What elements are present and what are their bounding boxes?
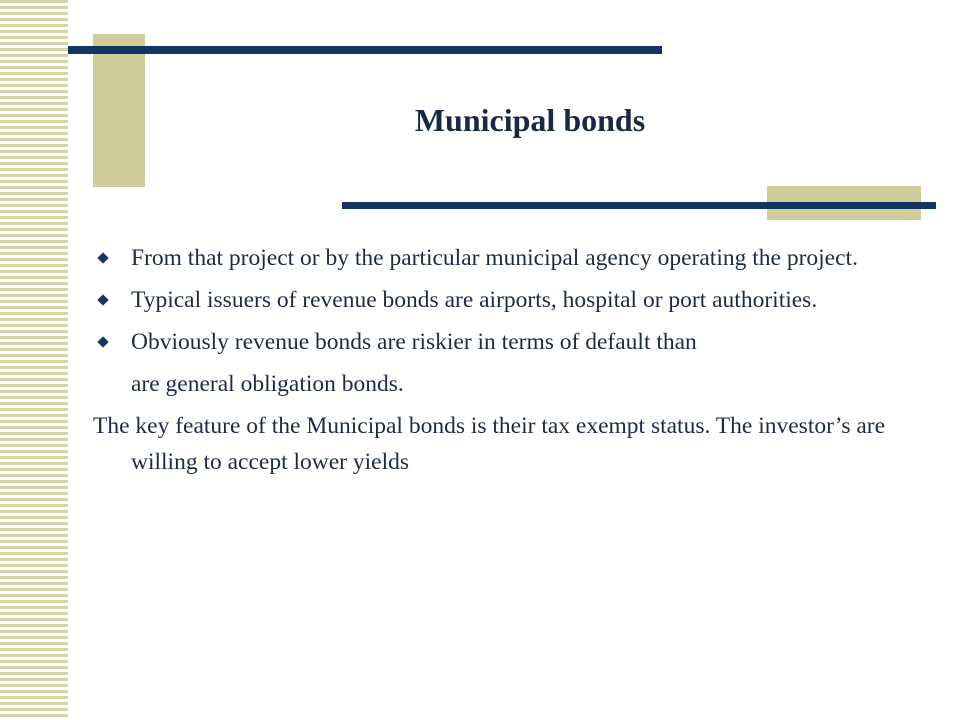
left-stripe-decoration bbox=[0, 0, 68, 720]
navy-bar-top bbox=[68, 46, 662, 54]
bullet-text: Obviously revenue bonds are riskier in terms of default than bbox=[131, 329, 697, 355]
bullet-text: From that project or by the particular municipal agency operating the project. bbox=[131, 245, 858, 271]
bullet-item bbox=[93, 240, 923, 276]
diamond-bullet-icon bbox=[97, 294, 108, 305]
slide-title: Municipal bonds bbox=[414, 102, 646, 138]
diamond-bullet-icon bbox=[97, 252, 108, 263]
slide-content bbox=[93, 240, 923, 480]
bullet-item bbox=[93, 282, 923, 318]
khaki-block-left bbox=[93, 34, 145, 187]
continuation-line: are general obligation bonds. bbox=[131, 371, 404, 397]
navy-bar-bottom bbox=[342, 202, 936, 209]
diamond-bullet-icon bbox=[97, 336, 108, 347]
body-paragraph: The key feature of the Municipal bonds is their tax exempt status. The investor’s are willing to accept lower yields bbox=[93, 413, 886, 475]
bullet-text: Typical issuers of revenue bonds are airports, hospital or port authorities. bbox=[131, 287, 818, 313]
bullet-item bbox=[93, 324, 923, 360]
